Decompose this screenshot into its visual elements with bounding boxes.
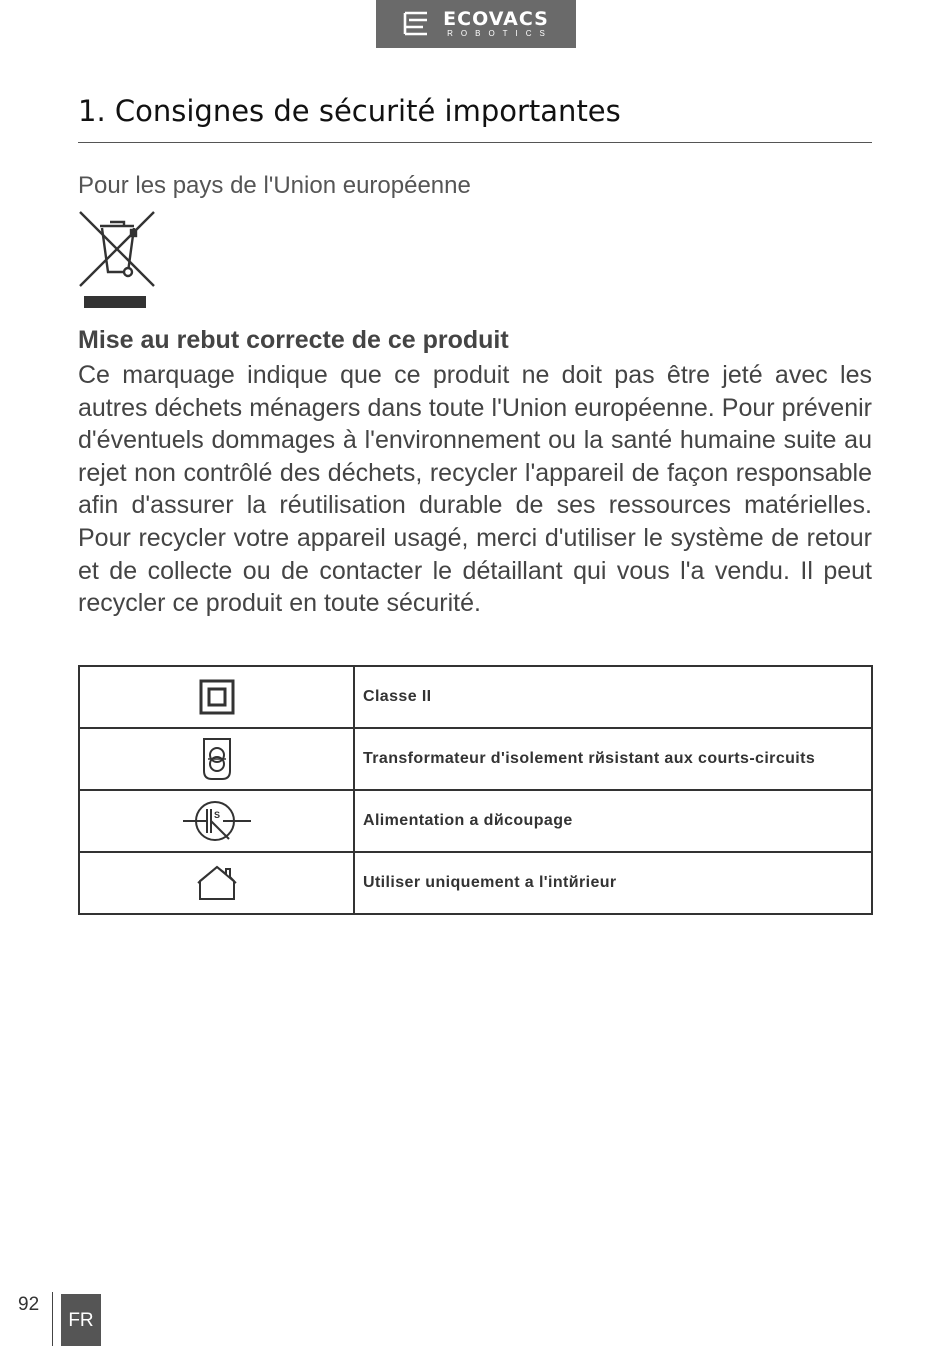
isolating-transformer-icon	[200, 737, 234, 781]
symbols-table	[78, 665, 873, 915]
brand-name: ECOVACS	[443, 8, 549, 30]
page-number: 92	[18, 1294, 40, 1315]
table-row	[79, 728, 872, 790]
symbol-cell	[79, 728, 354, 790]
eu-label: Pour les pays de l'Union européenne	[78, 172, 471, 199]
brand-subtitle: ROBOTICS	[447, 29, 553, 38]
ecovacs-logo	[376, 0, 576, 48]
page-title: 1. Consignes de sécurité importantes	[78, 94, 621, 128]
symbol-label: Utiliser uniquement a l'intйrieur	[354, 852, 872, 914]
symbol-label: Classe II	[354, 666, 872, 728]
symbol-cell	[79, 790, 354, 852]
ecovacs-mark-icon	[399, 7, 433, 41]
language-label: FR	[68, 1310, 94, 1331]
title-divider	[78, 142, 872, 143]
symbol-label: Transformateur d'isolement rйsistant aux courts-circuits	[354, 728, 872, 790]
table-row	[79, 852, 872, 914]
crossed-out-bin-icon	[78, 210, 156, 310]
class-ii-icon	[199, 679, 235, 715]
disposal-paragraph: Ce marquage indique que ce produit ne doit pas être jeté avec les autres déchets ménagers dans toute l'Union européenne. Pour prévenir d'éventuels dommages à l'environnement ou la santé humaine suite au rejet non contrôlé des déchets, recycler l'appareil de façon responsable afin d'assurer la réutilisation durable de ses ressources matérielles. Pour recycler votre appareil usagé, merci d'utiliser le système de retour et de collecte ou de contacter le détaillant qui vous l'a vendu. Il peut recycler ce produit en toute sécurité.	[78, 361, 872, 618]
switch-mode-power-supply-icon	[181, 799, 253, 843]
symbol-label: Alimentation a dйcoupage	[354, 790, 872, 852]
smps-letter: S	[213, 810, 220, 820]
symbol-cell	[79, 852, 354, 914]
section-heading: Mise au rebut correcte de ce produit	[78, 326, 509, 354]
table-row	[79, 666, 872, 728]
footer-divider	[52, 1292, 53, 1346]
symbol-cell	[79, 666, 354, 728]
indoor-use-only-icon	[196, 865, 238, 901]
table-row	[79, 790, 872, 852]
language-badge	[61, 1294, 101, 1346]
